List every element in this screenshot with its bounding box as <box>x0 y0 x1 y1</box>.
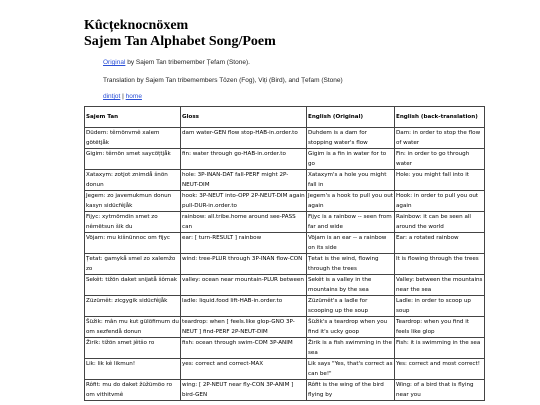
original-credit-text: by Sajem Tan tribemember Țefam (Stone). <box>125 59 250 66</box>
table-row <box>85 296 485 317</box>
cell-sajem-tan: Düdem: têrnönvmê xalem götëtjåk <box>85 128 181 149</box>
cell-gloss: wing: [ 2P-NEUT near fly-CON 3P-ANIM ] bird-GEN <box>181 380 307 401</box>
home-link[interactable]: home <box>125 93 142 100</box>
table-row <box>85 149 485 170</box>
cell-english-original: Gigim is a fin in water for to go <box>307 149 395 170</box>
table-row <box>85 317 485 338</box>
cell-gloss: dam water-GEN flow stop-HAB-in.order.to <box>181 128 307 149</box>
original-link[interactable]: Original <box>103 59 126 66</box>
table-row <box>85 233 485 254</box>
header-sajem-tan: Sajem Tan <box>85 107 181 128</box>
table-row <box>85 380 485 401</box>
cell-english-original: Xataxym's a hole you might fall in <box>307 170 395 191</box>
cell-english-back-translation: Fish: it is swimming in the sea <box>395 338 485 359</box>
cell-english-original: Jegem's a hook to pull you out again <box>307 191 395 212</box>
cell-english-original: Lik says "Yes, that's correct as can be!" <box>307 359 395 380</box>
cell-gloss: rainbow: all.tribe.home around see-PASS can <box>181 212 307 233</box>
translation-credit: Translation by Sajem Tan tribemembers Tözen (Fog), Viți (Bird), and Țefam (Stone) <box>103 77 343 84</box>
cell-sajem-tan: Xataxym: zotjot znimdå šnön donun <box>85 170 181 191</box>
cell-english-back-translation: Valley: between the mountains near the sea <box>395 275 485 296</box>
cell-english-back-translation: Ear: a rotated rainbow <box>395 233 485 254</box>
page-subtitle: Sajem Tan Alphabet Song/Poem <box>84 34 276 49</box>
table-row <box>85 212 485 233</box>
page-title: Kûcțeknocnöxem <box>84 18 189 33</box>
cell-english-back-translation: Teardrop: when you find it feels like glop <box>395 317 485 338</box>
cell-sajem-tan: Vöjam: mu kišnünnoc om fijyc <box>85 233 181 254</box>
table-row <box>85 275 485 296</box>
header-english-back-translation: English (back-translation) <box>395 107 485 128</box>
cell-english-original: Züzümêt's a ladle for scooping up the soup <box>307 296 395 317</box>
table-row <box>85 170 485 191</box>
cell-gloss: fish: ocean through swim-COM 3P-ANIM <box>181 338 307 359</box>
cell-gloss: fin: water through go-HAB-in.order.to <box>181 149 307 170</box>
nav-separator: | <box>120 93 126 100</box>
cell-gloss: hole: 3P-INAN-DAT fall-PERF might 2P-NEUT-DIM <box>181 170 307 191</box>
cell-sajem-tan: Šüžik: mân mu kut gülöfimum du om sezfendå donun <box>85 317 181 338</box>
cell-sajem-tan: Züzümêt: zicgygik sidücfêjåk <box>85 296 181 317</box>
cell-sajem-tan: Lik: lik kê likmun! <box>85 359 181 380</box>
header-gloss: Gloss <box>181 107 307 128</box>
cell-sajem-tan: Jegem: zo javemukmun donun kasyn sidücfêjåk <box>85 191 181 212</box>
table-header-row <box>85 107 485 128</box>
original-credit <box>103 59 250 67</box>
cell-gloss: valley: ocean near mountain-PLUR between <box>181 275 307 296</box>
cell-sajem-tan: Fijyc: xytmömdin smet zo nêmëtsun šik du <box>85 212 181 233</box>
cell-english-back-translation: Yes: correct and most correct! <box>395 359 485 380</box>
cell-english-back-translation: It is flowing through the trees <box>395 254 485 275</box>
cell-english-original: Fijyc is a rainbow -- seen from far and wide <box>307 212 395 233</box>
cell-english-back-translation: Fin: in order to go through water <box>395 149 485 170</box>
cell-sajem-tan: Žirik: tižön smet jêtšo ro <box>85 338 181 359</box>
cell-gloss: ear: [ turn-RESULT ] rainbow <box>181 233 307 254</box>
table-row <box>85 191 485 212</box>
table-row <box>85 359 485 380</box>
translation-table <box>84 106 485 401</box>
cell-english-original: Țetat is the wind, flowing through the trees <box>307 254 395 275</box>
cell-english-original: Rôfit is the wing of the bird flying by <box>307 380 395 401</box>
cell-sajem-tan: Sekêt: tižön daket snijatå šômak <box>85 275 181 296</box>
cell-english-back-translation: Rainbow: it can be seen all around the world <box>395 212 485 233</box>
cell-gloss: wind: tree-PLUR through 3P-INAN flow-CON <box>181 254 307 275</box>
cell-english-original: Duhdem is a dam for stopping water's flow <box>307 128 395 149</box>
cell-english-back-translation: Hook: in order to pull you out again <box>395 191 485 212</box>
dintjot-link[interactable]: dintjot <box>103 93 121 100</box>
table-row <box>85 254 485 275</box>
table-row <box>85 128 485 149</box>
cell-english-original: Vöjam is an ear -- a rainbow on its side <box>307 233 395 254</box>
cell-gloss: hook: 3P-NEUT into-OPP 2P-NEUT-DIM again pull-DUR-in.order.to <box>181 191 307 212</box>
cell-english-original: Sekêt is a valley in the mountains by the sea <box>307 275 395 296</box>
cell-sajem-tan: Țetat: gamykå smel zo xalemžo zo <box>85 254 181 275</box>
cell-gloss: yes: correct and correct-MAX <box>181 359 307 380</box>
cell-english-original: Šüžik's a teardrop when you find it's ucky goop <box>307 317 395 338</box>
nav-links <box>103 93 142 101</box>
cell-english-original: Žirik is a fish swimming in the sea <box>307 338 395 359</box>
cell-english-back-translation: Ladle: in order to scoop up soup <box>395 296 485 317</box>
cell-english-back-translation: Wing: of a bird that is flying near you <box>395 380 485 401</box>
cell-sajem-tan: Rôfit: mu do daket žüžümöo ro om vithitvmê <box>85 380 181 401</box>
cell-sajem-tan: Gigim: têrnön smet saycöțtjåk <box>85 149 181 170</box>
header-english-original: English (Original) <box>307 107 395 128</box>
cell-english-back-translation: Dam: in order to stop the flow of water <box>395 128 485 149</box>
cell-english-back-translation: Hole: you might fall into it <box>395 170 485 191</box>
cell-gloss: teardrop: when [ feels.like glop-GNO 3P-NEUT ] find-PERF 2P-NEUT-DIM <box>181 317 307 338</box>
table-row <box>85 338 485 359</box>
cell-gloss: ladle: liquid.food lift-HAB-in.order.to <box>181 296 307 317</box>
